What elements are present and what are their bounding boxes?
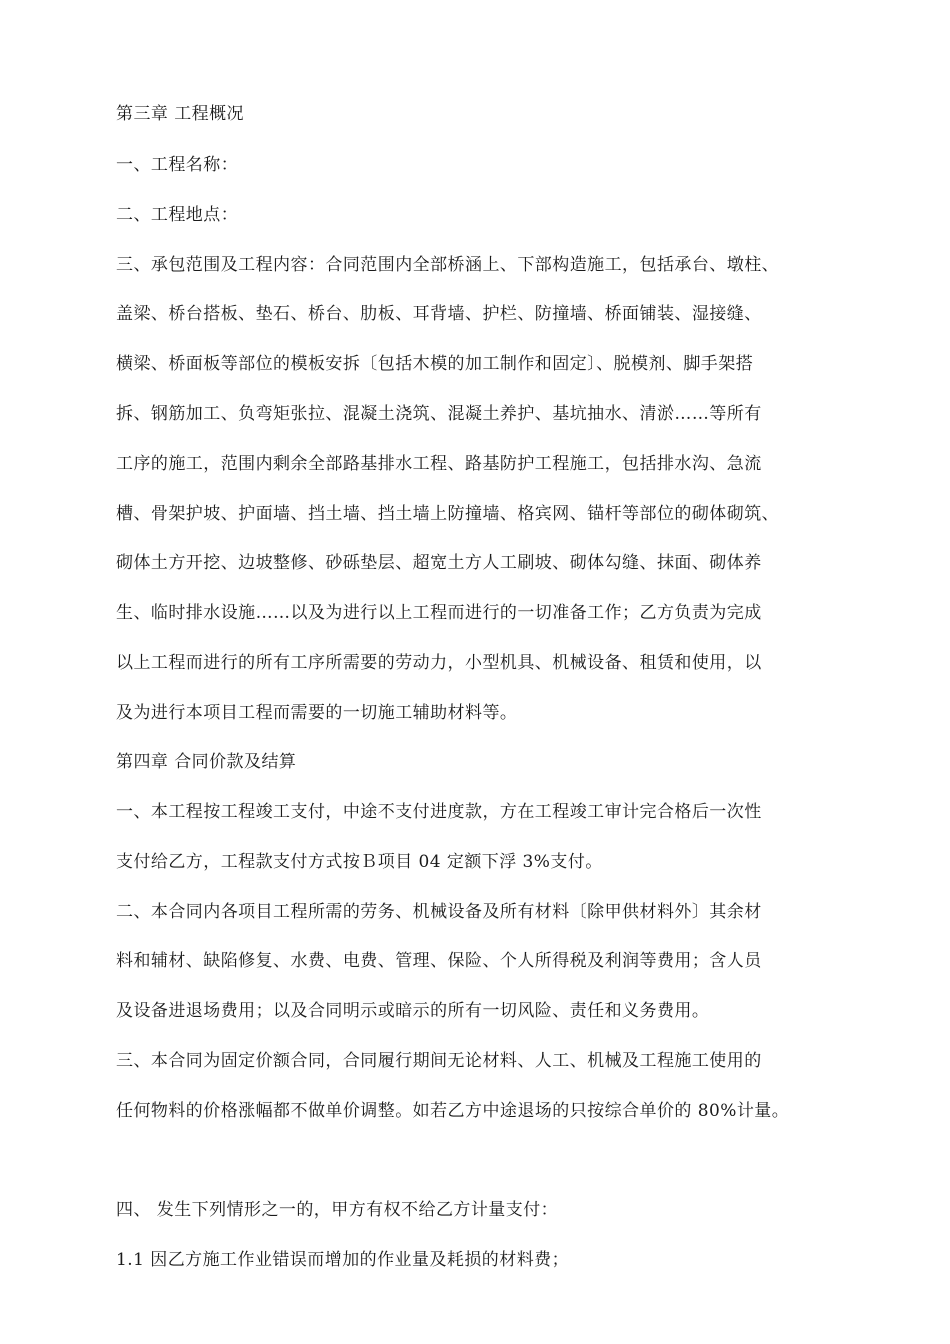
clause-1-1-line: 1.1 因乙方施工作业错误而增加的作业量及耗损的材料费；	[116, 1250, 570, 1270]
paragraph-line: 料和辅材、缺陷修复、水费、电费、管理、保险、个人所得税及利润等费用；含人员	[116, 951, 762, 971]
project-location-line: 二、工程地点：	[116, 205, 239, 225]
chapter-3-heading: 第三章 工程概况	[116, 104, 245, 124]
clause-4-heading: 四、 发生下列情形之一的，甲方有权不给乙方计量支付：	[116, 1200, 559, 1220]
chapter-4-heading: 第四章 合同价款及结算	[116, 752, 297, 772]
paragraph-line: 生、临时排水设施……以及为进行以上工程而进行的一切准备工作；乙方负责为完成	[116, 603, 762, 623]
paragraph-line: 三、本合同为固定价额合同，合同履行期间无论材料、人工、机械及工程施工使用的	[116, 1051, 762, 1071]
project-name-line: 一、工程名称：	[116, 155, 239, 175]
paragraph-line: 工序的施工，范围内剩余全部路基排水工程、路基防护工程施工，包括排水沟、急流	[116, 454, 762, 474]
paragraph-line: 砌体土方开挖、边坡整修、砂砾垫层、超宽土方人工刷坡、砌体勾缝、抹面、砌体养	[116, 553, 762, 573]
paragraph-line: 槽、骨架护坡、护面墙、挡土墙、挡土墙上防撞墙、格宾网、锚杆等部位的砌体砌筑、	[116, 504, 780, 524]
paragraph-line: 以上工程而进行的所有工序所需要的劳动力，小型机具、机械设备、租赁和使用，以	[116, 653, 762, 673]
paragraph-line: 横梁、桥面板等部位的模板安拆〔包括木模的加工制作和固定〕、脱模剂、脚手架搭	[116, 354, 754, 374]
paragraph-line: 一、本工程按工程竣工支付，中途不支付进度款，方在工程竣工审计完合格后一次性	[116, 802, 762, 822]
paragraph-line: 二、本合同内各项目工程所需的劳务、机械设备及所有材料〔除甲供材料外〕其余材	[116, 902, 762, 922]
paragraph-line: 拆、钢筋加工、负弯矩张拉、混凝土浇筑、混凝土养护、基坑抽水、清淤……等所有	[116, 404, 762, 424]
paragraph-line: 及设备进退场费用；以及合同明示或暗示的所有一切风险、责任和义务费用。	[116, 1001, 710, 1021]
paragraph-line: 及为进行本项目工程而需要的一切施工辅助材料等。	[116, 703, 518, 723]
paragraph-line: 盖梁、桥台搭板、垫石、桥台、肋板、耳背墙、护栏、防撞墙、桥面铺装、湿接缝、	[116, 304, 762, 324]
paragraph-line: 三、承包范围及工程内容：合同范围内全部桥涵上、下部构造施工，包括承台、墩柱、	[116, 255, 780, 275]
paragraph-line: 支付给乙方，工程款支付方式按Ｂ项目 04 定额下浮 3%支付。	[116, 852, 603, 872]
paragraph-line: 任何物料的价格涨幅都不做单价调整。如若乙方中途退场的只按综合单价的 80%计量。	[116, 1101, 790, 1121]
